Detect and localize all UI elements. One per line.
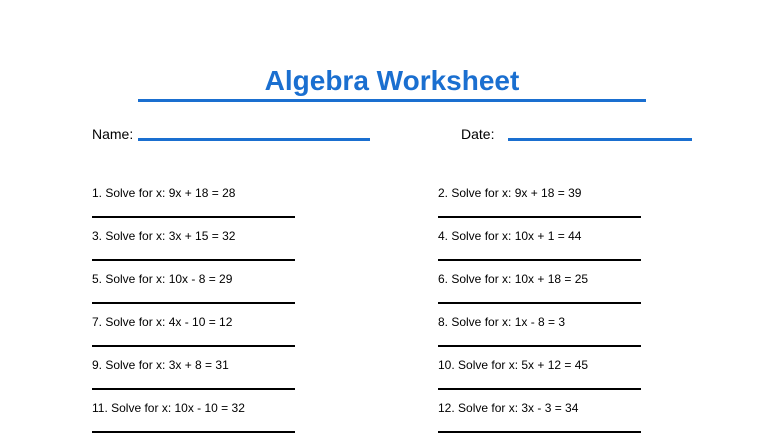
answer-line[interactable]: [438, 431, 641, 433]
problem-item: [438, 401, 738, 433]
problem-item: [438, 358, 738, 390]
problem-text: 5. Solve for x: 10x - 8 = 29: [92, 272, 233, 286]
answer-line[interactable]: [438, 345, 641, 347]
name-field-line[interactable]: [138, 138, 370, 141]
answer-line[interactable]: [92, 259, 295, 261]
problem-text: 11. Solve for x: 10x - 10 = 32: [92, 401, 245, 415]
answer-line[interactable]: [92, 302, 295, 304]
answer-line[interactable]: [92, 431, 295, 433]
answer-line[interactable]: [92, 345, 295, 347]
problem-item: [92, 229, 392, 261]
problem-item: [92, 272, 392, 304]
problem-item: [92, 186, 392, 218]
problem-item: [438, 186, 738, 218]
problem-item: [438, 229, 738, 261]
answer-line[interactable]: [438, 388, 641, 390]
answer-line[interactable]: [438, 302, 641, 304]
problem-text: 7. Solve for x: 4x - 10 = 12: [92, 315, 233, 329]
name-label: Name:: [92, 126, 134, 142]
title-underline: [138, 99, 646, 102]
problem-item: [92, 315, 392, 347]
problem-item: [438, 272, 738, 304]
date-label: Date:: [461, 126, 495, 142]
answer-line[interactable]: [438, 216, 641, 218]
problem-text: 10. Solve for x: 5x + 12 = 45: [438, 358, 589, 372]
date-field-line[interactable]: [508, 138, 692, 141]
problem-text: 8. Solve for x: 1x - 8 = 3: [438, 315, 566, 329]
problem-text: 2. Solve for x: 9x + 18 = 39: [438, 186, 582, 200]
worksheet-title: Algebra Worksheet: [264, 65, 520, 96]
problem-text: 3. Solve for x: 3x + 15 = 32: [92, 229, 236, 243]
problem-text: 9. Solve for x: 3x + 8 = 31: [92, 358, 229, 372]
problem-item: [438, 315, 738, 347]
problem-item: [92, 401, 392, 433]
answer-line[interactable]: [438, 259, 641, 261]
answer-line[interactable]: [92, 388, 295, 390]
problem-text: 1. Solve for x: 9x + 18 = 28: [92, 186, 236, 200]
problem-item: [92, 358, 392, 390]
answer-line[interactable]: [92, 216, 295, 218]
problem-text: 6. Solve for x: 10x + 18 = 25: [438, 272, 589, 286]
problem-text: 4. Solve for x: 10x + 1 = 44: [438, 229, 582, 243]
problem-text: 12. Solve for x: 3x - 3 = 34: [438, 401, 579, 415]
